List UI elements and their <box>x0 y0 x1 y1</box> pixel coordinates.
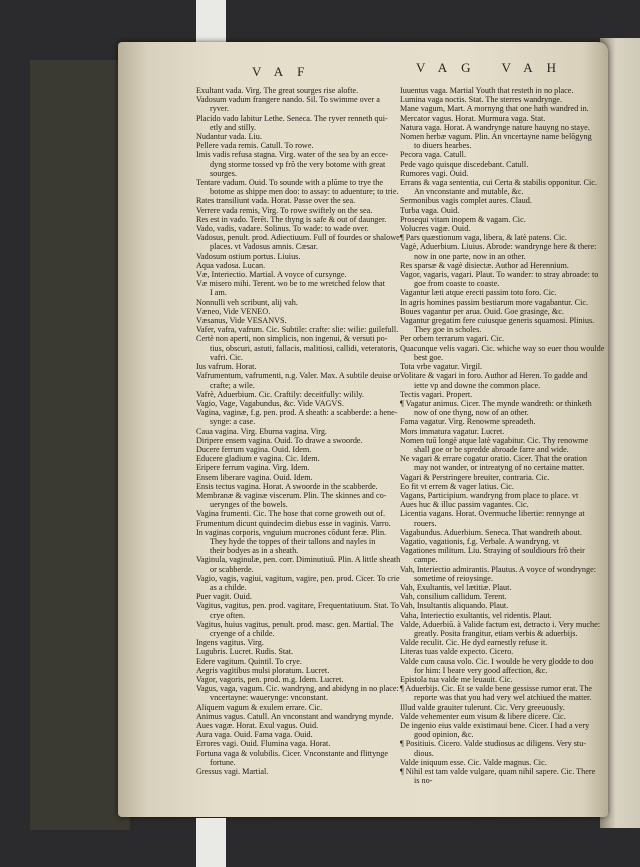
dictionary-line: Vagans, Participium. wandryng from place to place. vt <box>400 490 579 500</box>
dictionary-line: Iuuentus vaga. Martial Youth that resteth in no place. <box>400 86 574 95</box>
dictionary-line: Errans & vaga sententia, cui Certa & stabilis opponitur. Cic. <box>400 178 597 188</box>
dictionary-line: rouers. <box>414 518 437 528</box>
dictionary-line: dious. <box>414 748 434 758</box>
dictionary-line: Verrere vada remis, Virg. To rowe swiftely on the sea. <box>196 205 373 215</box>
dictionary-line: places. vt Vadosus amnis. Cæsar. <box>210 242 318 252</box>
dictionary-line: Placido vado labitur Lethe. Seneca. The ryver renneth qui- <box>196 113 388 123</box>
dictionary-line: Prosequi vitam inopem & vagam. Cic. <box>400 214 526 224</box>
dictionary-line: Imis vadis refusa stagna. Virg. water of the sea by an ecce- <box>196 150 389 160</box>
dictionary-line: Volucres vagæ. Ouid. <box>400 224 471 234</box>
dictionary-line: vafri. Cic. <box>210 352 243 362</box>
dictionary-line: Pellere vada remis. Catull. To rowe. <box>196 141 314 151</box>
dictionary-line: Aliquem vagum & exulem errare. Cic. <box>196 702 323 712</box>
dictionary-line: Errores vagi. Ouid. Flumina vaga. Horat. <box>196 739 331 749</box>
dictionary-line: botome as shippe men doo: to assay: to aduenture; to trie. <box>210 187 399 197</box>
dictionary-line: Væ misero mihi. Terent. wo be to me wretched felow that <box>196 279 385 289</box>
dictionary-line: Vadosum vadum frangere nando. Sil. To swimme over a <box>196 95 380 105</box>
running-head-right: VAG VAH <box>416 60 570 75</box>
dictionary-line: for him: I beare very good affection, &c. <box>414 665 548 675</box>
dictionary-line: Væ, Interiectio. Martial. A voyce of cursynge. <box>196 270 347 280</box>
dictionary-line: Aegris vagitibus mulsi ploratum. Lucret. <box>196 665 330 675</box>
dictionary-line: They hyde the toppes of their tallons and nayles in <box>210 536 376 546</box>
dictionary-line: now in one parte, now in an other. <box>414 251 526 261</box>
dictionary-line: Gressus vagi. Martial. <box>196 767 269 777</box>
dictionary-line: Quacunque velis vagari. Cic. whiche way so euer thou woulde <box>400 343 605 353</box>
dictionary-line: Vah, Exultantis, vel lætitiæ. Plaut. <box>400 582 512 592</box>
dictionary-line: Ius vafrum. Horat. <box>196 362 257 372</box>
dictionary-line: Tota vrbe vagatur. Virgil. <box>400 362 483 372</box>
dictionary-line: Puer vagit. Ouid. <box>196 592 252 602</box>
dictionary-line: Vagatio, vagationis, f.g. Verbale. A wandryng. vt <box>400 536 560 546</box>
dictionary-line: dyng storme tossed vp frõ the very botome with great <box>210 159 386 169</box>
dictionary-line: Ingens vagitus. Virg. <box>196 638 264 648</box>
dictionary-line: Tentare vadum. Ouid. To sounde with a plūme to trye the <box>196 178 383 188</box>
dictionary-line: Vaginula, vaginulæ, pen. corr. Diminutiuū. Plin. A little sheath <box>196 555 401 565</box>
dictionary-line: may not wander, or intreatyng of no certaine matter. <box>414 463 585 473</box>
dictionary-line: Epistola tua valde me leuauit. Cic. <box>400 675 513 684</box>
dictionary-line: Certè non aperti, non simplicis, non ingenui, & versuti po- <box>196 334 388 344</box>
dictionary-line: cryenge of a childe. <box>210 628 275 638</box>
dictionary-line: Vah, Insultantis aliquando. Plaut. <box>400 601 509 611</box>
dictionary-line: crye often. <box>210 610 246 620</box>
dictionary-line: Valde cum causa volo. Cic. I woulde be very glodde to doo <box>400 656 594 666</box>
dictionary-line: Illud valde grauiter tulerunt. Cic. Very greeuously. <box>400 702 565 712</box>
dictionary-line: Tectis vagari. Propert. <box>400 389 473 399</box>
dictionary-line: Rates transiliunt vada. Horat. Passe over the sea. <box>196 196 356 206</box>
dictionary-line: ¶ Pars quæstionum vaga, libera, & latè patens. Cic. <box>400 233 567 243</box>
dictionary-line: Nomen tuū longè atque latè vagabitur. Cic. Thy renowme <box>400 435 589 445</box>
dictionary-line: goe from coaste to coaste. <box>414 279 500 289</box>
dictionary-line: Vafrumentum, vafrumenti, n.g. Valer. Max. A subtile deuise or <box>196 371 401 381</box>
dictionary-line: In agris homines passim bestiarum more vagabantur. Cic. <box>400 297 589 307</box>
dictionary-line: An vnconstante and mutable, &c. <box>414 187 524 197</box>
dictionary-line: I am. <box>210 288 227 298</box>
dictionary-line: Vagus, vaga, vagum. Cic. wandryng, and abidyng in no place: <box>196 684 399 694</box>
dictionary-line: Eo fit vt errem & vager latius. Cic. <box>400 481 514 491</box>
dictionary-line: Aura vaga. Ouid. Fama vaga. Ouid. <box>196 730 313 740</box>
dictionary-line: Vagationes militum. Liu. Straying of souldiours frō their <box>400 546 585 556</box>
dictionary-line: Vadosus, penult. prod. Adiectiuum. Full of fourdes or shalowe <box>196 233 400 243</box>
dictionary-line: Vagio, vagis, vagiui, vagitum, vagire, pen. prod. Cicer. To crie <box>196 573 400 583</box>
dictionary-line: sourges. <box>210 168 237 178</box>
dictionary-line: Vagantur gregatim fere cuiusque generis squamosi. Plinius. <box>400 316 595 326</box>
dictionary-line: iette vp and downe the common place. <box>414 380 541 390</box>
dictionary-line: Fortuna vaga & volubilis. Cicer. Vnconstante and flittynge <box>196 748 388 758</box>
dictionary-line: Valde vehementer eum visum & libere dicere. Cic. <box>400 711 566 721</box>
dictionary-line: good opinion, &c. <box>414 730 474 740</box>
dictionary-line: Literas tuas valde expecto. Cicero. <box>400 647 514 657</box>
dictionary-line: Vagantur læti atque erecti passim toto foro. Cic. <box>400 288 557 298</box>
dictionary-line: Vagio, Vage, Vagabundus, &c. Vide VAGVS. <box>196 398 344 408</box>
dictionary-line: Vagina frumenti. Cic. The hose that corne groweth out of. <box>196 509 386 519</box>
dictionary-line: Aqua vadosa. Lucan. <box>196 260 266 270</box>
dictionary-line: Res est in vado. Terēt. The thyng is safe & out of daunger. <box>196 214 387 224</box>
dictionary-line: Ensis tectus vagina. Horat. A swoorde in the scabberde. <box>196 481 378 491</box>
dictionary-line: crafte; a wile. <box>210 380 255 390</box>
dictionary-line: Væneo, Vide VENEO. <box>196 306 271 316</box>
dictionary-line: synge: a case. <box>210 417 256 427</box>
dictionary-line: Vagor, vagaris, vagari. Plaut. To wander: to stray abroade: to <box>400 270 599 280</box>
dictionary-line: Boues vagantur per arua. Ouid. Goe grasinge, &c. <box>400 306 564 316</box>
dictionary-line: uerynges of the bowels. <box>210 500 288 510</box>
dictionary-line: Vafrè, Aduerbium. Cic. Craftily: deceitfully: wilily. <box>196 389 364 399</box>
dictionary-line: vncertayne: wauerynge: vnconstant. <box>210 693 328 703</box>
dictionary-line: Fama vagatur. Virg. Renowme spreadeth. <box>400 417 536 427</box>
running-head-left: VAF <box>252 64 319 79</box>
dictionary-line: shall goe or be spredde abroade farre and wide. <box>414 444 569 454</box>
dictionary-line: Valde, Aduerbiū. à Valide factum est, detracto i. Very muche: <box>400 619 600 629</box>
dictionary-line: Sermonibus vagis complet aures. Claud. <box>400 196 532 206</box>
dictionary-line: as a childe. <box>210 582 247 592</box>
dictionary-line: Aues huc & illuc passim vagantes. Cic. <box>400 500 529 510</box>
dictionary-line: now of one thyng, now of an other. <box>414 408 529 418</box>
dictionary-line: They goe in scholes. <box>414 325 482 335</box>
dictionary-line: Frumentum dicunt quindecim diebus esse in vaginis. Varro. <box>196 518 391 528</box>
measuring-ruler-bottom <box>196 818 226 867</box>
dictionary-line: fortune. <box>210 757 236 767</box>
dictionary-line: their bodyes as in a sheath. <box>210 546 299 556</box>
dictionary-line: Eripere ferrum vagina. Virg. Idem. <box>196 463 310 473</box>
dictionary-line: In vaginas corporis, vnguium mucrones cõdunt feræ. Plin. <box>196 527 387 537</box>
dictionary-line: Res sparsæ & vagè disiectæ. Author ad Herennium. <box>400 260 569 270</box>
dictionary-line: Diripere ensem vagina. Ouid. To drawe a swoorde. <box>196 435 363 445</box>
dictionary-line: etly and stilly. <box>210 122 257 132</box>
dictionary-line: Caua vagina. Virg. Eburna vagina. Virg. <box>196 426 327 436</box>
dictionary-line: Animus vagus. Catull. An vnconstant and wandryng mynde. <box>196 711 394 721</box>
dictionary-line: Vado, vadis, vadare. Solinus. To wade: to wade over. <box>196 224 369 234</box>
dictionary-line: Vagitus, vagitus, pen. prod. vagitare, Frequentatiuum. Stat. To <box>196 601 400 611</box>
dictionary-line: Exultant vada. Virg. The great sourges rise alofte. <box>196 86 359 95</box>
dictionary-line: Væsanus, Vide VESANVS. <box>196 316 287 326</box>
dictionary-line: sometime of reioysinge. <box>414 573 493 583</box>
dictionary-line: to diuers hearbes. <box>414 141 472 151</box>
dictionary-line: Vah, consilium callidum. Terent. <box>400 592 507 602</box>
dictionary-line: or scabberde. <box>210 564 254 574</box>
dictionary-line: Ducere ferrum vagina. Ouid. Idem. <box>196 444 312 454</box>
dictionary-line: Volitare & vagari in foro. Author ad Heren. To gadde and <box>400 371 588 381</box>
dictionary-line: Vadosum ostium portus. Liuius. <box>196 251 301 261</box>
dictionary-line: Vaha, Interiectio exultantis, vel ridentis. Plaut. <box>400 610 552 620</box>
dictionary-line: greatly. Posita frangitur, etiam verbis & aduerbijs. <box>414 628 578 638</box>
dictionary-line: Vagè, Aduerbium. Liuius. Abrode: wandrynge here & there: <box>400 242 597 252</box>
dictionary-line: Mercator vagus. Horat. Murmura vaga. Stat. <box>400 113 546 123</box>
dictionary-line: Pede vago quisque discedebant. Catull. <box>400 159 529 169</box>
dictionary-line: ¶ Nihil est tam valde vulgare, quam nihil sapere. Cic. There <box>400 767 596 777</box>
dictionary-line: Ne vagari & errare cogatur oratio. Cicer. That the oration <box>400 454 587 464</box>
dictionary-line: campe. <box>414 555 438 565</box>
dictionary-line: reporte was that you had very wel atchiued the matter. <box>414 693 592 703</box>
dictionary-line: Edere vagitum. Quintil. To crye. <box>196 656 302 666</box>
dictionary-line: Nonnulli veh scribunt, alij vah. <box>196 297 298 307</box>
dictionary-line: Mors immatura vagatur. Lucret. <box>400 426 505 436</box>
dictionary-line: Ensem liberare vagina. Ouid. Idem. <box>196 472 313 482</box>
dictionary-line: Vah, Interiectio admirantis. Plautus. A voyce of wondrynge: <box>400 564 597 574</box>
dictionary-line: ¶ Vagatur animus. Cicer. The mynde wandreth: or thinketh <box>400 398 592 408</box>
dictionary-line: Per orbem terrarum vagari. Cic. <box>400 334 505 344</box>
dictionary-line: Mane vagum, Mart. A mornyng that one hath wandred in. <box>400 104 589 114</box>
dictionary-line: Nomen herbæ vagum. Plin. An vncertayne name belōgyng <box>400 132 592 142</box>
dictionary-line: Vagabundus. Aduerbium. Seneca. That wandreth about. <box>400 527 582 537</box>
dictionary-line: ryver. <box>210 104 229 114</box>
dictionary-line: Lumina vaga noctis. Stat. The sterres wandrynge. <box>400 95 562 105</box>
dictionary-line: Natura vaga. Horat. A wandrynge nature hauyng no staye. <box>400 122 590 132</box>
dictionary-line: Lugubris. Lucret. Rudis. Stat. <box>196 647 294 657</box>
dictionary-line: Vagitus, huius vagitus, penult. prod. masc. gen. Martial. The <box>196 619 394 629</box>
dictionary-line: Rumores vagi. Ouid. <box>400 168 469 178</box>
dictionary-line: Licentia vagans. Horat. Overmuche libertie: rennynge at <box>400 509 585 519</box>
dictionary-line: Vagina, vaginæ, f.g. pen. prod. A sheath: a scabberde: a hene- <box>196 408 398 418</box>
dictionary-line: Vagor, vagoris, pen. prod. m.g. Idem. Lucret. <box>196 675 344 684</box>
dictionary-line: Valde reculit. Cic. He dyd earnestly refuse it. <box>400 638 548 648</box>
left-column <box>196 86 412 776</box>
dictionary-line: Aues vagæ. Horat. Exul vagus. Ouid. <box>196 721 319 731</box>
dictionary-line: is no- <box>414 776 433 786</box>
dictionary-line: Turba vaga. Ouid. <box>400 205 460 215</box>
dictionary-line: Educere gladium e vagina. Cic. Idem. <box>196 454 320 464</box>
dictionary-line: De ingenio eius valde existimaui bene. Cicer. I had a very <box>400 721 590 731</box>
dictionary-line: ¶ Aduerbijs. Cic. Et se valde bene gessisse rumor erat. The <box>400 684 593 694</box>
dictionary-line: Valde iniquum esse. Cic. Valde magnus. Cic. <box>400 757 547 767</box>
dictionary-line: Membranæ & vaginæ viscerum. Plin. The skinnes and co- <box>196 490 387 500</box>
dictionary-line: Nudantur vada. Liu. <box>196 132 262 142</box>
dictionary-line: Pecora vaga. Catull. <box>400 150 466 160</box>
dictionary-line: ¶ Positiuis. Cicero. Valde studiosus ac diligens. Very stu- <box>400 739 587 749</box>
right-column <box>400 86 606 785</box>
dictionary-line: best goe. <box>414 352 444 362</box>
dictionary-line: Vagari & Perstringere breuiter, contraria. Cic. <box>400 472 550 482</box>
dictionary-line: Vafer, vafra, vafrum. Cic. Subtile: crafte: slie: wilie: guilefull. <box>196 325 399 335</box>
dictionary-line: tius, obscuri, astuti, fallacis, malitiosi, callidi, veteratoris, <box>210 343 398 353</box>
